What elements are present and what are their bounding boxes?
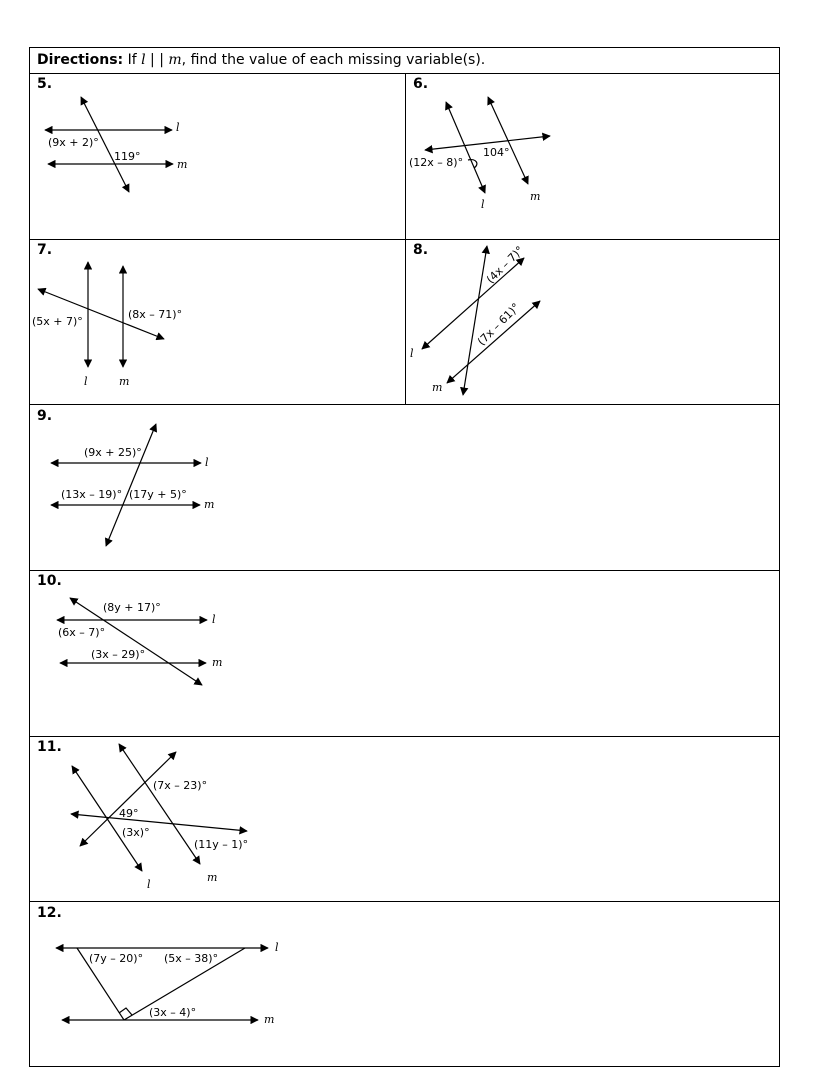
parallel-symbol: | |	[150, 52, 164, 68]
line-label-l: l	[176, 121, 180, 134]
problem-6-diagram	[409, 97, 550, 211]
problem-9-number: 9.	[37, 408, 53, 424]
directions-prefix: If	[127, 52, 137, 68]
line-label-l: l	[147, 878, 151, 891]
angle-label: (7y – 20)°	[89, 952, 144, 965]
angle-label: (9x + 25)°	[84, 446, 142, 459]
transversal-line	[106, 424, 156, 546]
problem-6-number: 6.	[413, 76, 429, 92]
angle-label: (8x – 71)°	[128, 308, 183, 321]
angle-label: (4x – 7)°	[483, 243, 527, 287]
line-label-l: l	[275, 941, 279, 954]
problem-9-diagram	[51, 424, 214, 546]
angle-label: (17y + 5)°	[129, 488, 187, 501]
problem-11-number: 11.	[37, 739, 62, 755]
problem-12-number: 12.	[37, 905, 62, 921]
angle-label: (8y + 17)°	[103, 601, 161, 614]
angle-label: (9x + 2)°	[48, 136, 99, 149]
problem-5-number: 5.	[37, 76, 53, 92]
problem-8-number: 8.	[413, 242, 429, 258]
line-label-l: l	[410, 347, 414, 360]
line-label-m: m	[212, 656, 223, 669]
line-label-m: m	[530, 190, 541, 203]
problem-11-diagram	[71, 744, 248, 891]
directions-label: Directions:	[37, 52, 124, 68]
angle-label: 104°	[483, 146, 510, 159]
line-label-m: m	[204, 498, 215, 511]
line-label-l: l	[212, 613, 216, 626]
angle-label: (13x – 19)°	[61, 488, 123, 501]
parallel-line-m	[119, 744, 200, 864]
angle-label: (3x)°	[122, 826, 150, 839]
problem-8-diagram	[410, 244, 540, 395]
line-label-m: m	[432, 381, 443, 394]
problem-7-diagram	[32, 262, 182, 388]
line-label-m: m	[207, 871, 218, 884]
transversal-line	[463, 246, 487, 395]
problem-10-number: 10.	[37, 573, 62, 589]
angle-label: (3x – 4)°	[149, 1006, 197, 1019]
line-l-symbol: l	[141, 52, 146, 68]
line-label-l: l	[205, 456, 209, 469]
angle-label: (6x – 7)°	[58, 626, 106, 639]
angle-label: 49°	[119, 807, 139, 820]
angle-label: (7x – 61)°	[474, 300, 523, 349]
angle-label: (5x + 7)°	[32, 315, 83, 328]
problem-12-diagram	[56, 941, 279, 1026]
parallel-line-m	[447, 301, 540, 383]
problem-10-diagram	[57, 598, 222, 685]
angle-label: (11y – 1)°	[194, 838, 249, 851]
line-label-l: l	[481, 198, 485, 211]
line-label-m: m	[119, 375, 130, 388]
parallel-line-m	[488, 97, 528, 184]
line-label-l: l	[84, 375, 88, 388]
right-angle-mark	[119, 1008, 132, 1015]
problem-5-diagram	[45, 97, 187, 192]
angle-label: (7x – 23)°	[153, 779, 208, 792]
line-m-symbol: m	[168, 52, 182, 68]
directions-suffix: , find the value of each missing variable(s).	[181, 52, 486, 68]
line-label-m: m	[177, 158, 188, 171]
angle-label: (5x – 38)°	[164, 952, 219, 965]
angle-label: 119°	[114, 150, 141, 163]
angle-label: (12x – 8)°	[409, 156, 464, 169]
line-label-m: m	[264, 1013, 275, 1026]
angle-label: (3x – 29)°	[91, 648, 146, 661]
problem-7-number: 7.	[37, 242, 53, 258]
